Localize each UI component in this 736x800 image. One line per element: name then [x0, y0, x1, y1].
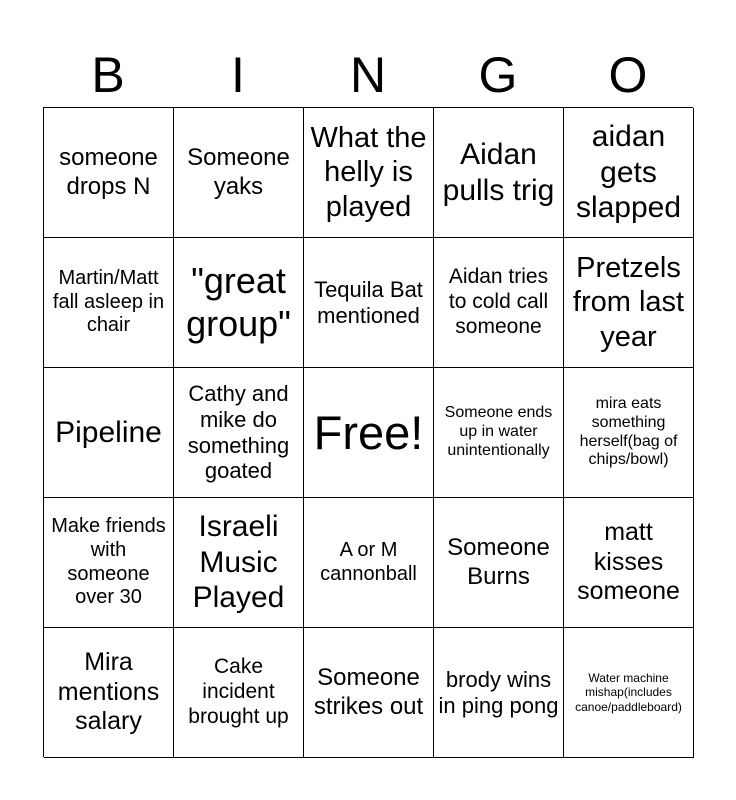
bingo-cell[interactable] — [44, 108, 174, 238]
cell-text: Mira mentions salary — [57, 648, 160, 736]
cell-text: Cathy and mike do something goated — [187, 380, 290, 484]
cell-text: Someone Burns — [447, 534, 550, 590]
cell-text: someone drops N — [59, 144, 158, 200]
bingo-cell[interactable] — [564, 368, 694, 498]
bingo-cell[interactable] — [434, 238, 564, 368]
bingo-cell[interactable] — [564, 108, 694, 238]
bingo-cell[interactable] — [434, 628, 564, 758]
cell-text: Water machine mishap(includes canoe/paddleboard) — [575, 671, 682, 714]
cell-text: A or M cannonball — [320, 538, 417, 585]
bingo-header — [43, 44, 693, 106]
cell-text: Israeli Music Played — [192, 510, 285, 615]
bingo-cell[interactable] — [174, 368, 304, 498]
bingo-board — [43, 107, 693, 757]
cell-text: Pipeline — [55, 415, 162, 449]
bingo-cell[interactable] — [174, 238, 304, 368]
bingo-cell[interactable] — [564, 238, 694, 368]
bingo-cell[interactable] — [434, 368, 564, 498]
cell-text: Someone yaks — [187, 144, 290, 200]
bingo-cell[interactable] — [304, 628, 434, 758]
bingo-cell[interactable] — [174, 108, 304, 238]
header-letter-b: B — [91, 47, 125, 103]
bingo-cell[interactable] — [434, 498, 564, 628]
bingo-cell[interactable] — [304, 238, 434, 368]
bingo-cell[interactable] — [44, 628, 174, 758]
header-letter-o: O — [608, 47, 648, 103]
bingo-cell[interactable] — [174, 628, 304, 758]
free-space[interactable] — [304, 368, 434, 498]
cell-text: "great group" — [186, 260, 291, 344]
cell-text: Someone strikes out — [313, 664, 424, 720]
cell-text: What the helly is played — [310, 122, 427, 223]
cell-text: Someone ends up in water unintentionally — [444, 404, 553, 459]
header-letter-i: I — [231, 47, 245, 103]
cell-text: brody wins in ping pong — [438, 666, 559, 718]
bingo-cell[interactable] — [304, 498, 434, 628]
bingo-cell[interactable] — [44, 238, 174, 368]
bingo-cell[interactable] — [434, 108, 564, 238]
cell-text: Aidan pulls trig — [442, 138, 555, 207]
cell-text: Make friends with someone over 30 — [51, 515, 166, 609]
header-letter-n: N — [349, 47, 387, 103]
cell-text: mira eats something herself(bag of chips/bowl) — [579, 394, 678, 469]
bingo-cell[interactable] — [564, 498, 694, 628]
cell-text: Free! — [313, 405, 424, 459]
bingo-cell[interactable] — [174, 498, 304, 628]
cell-text: Martin/Matt fall asleep in chair — [52, 267, 165, 337]
bingo-cell[interactable] — [44, 498, 174, 628]
bingo-cell[interactable] — [564, 628, 694, 758]
bingo-cell[interactable] — [44, 368, 174, 498]
cell-text: aidan gets slapped — [575, 120, 682, 225]
cell-text: Cake incident brought up — [188, 655, 289, 728]
cell-text: Pretzels from last year — [572, 252, 685, 353]
cell-text: matt kisses someone — [577, 518, 680, 606]
bingo-cell[interactable] — [304, 108, 434, 238]
cell-text: Tequila Bat mentioned — [314, 276, 423, 328]
cell-text: Aidan tries to cold call someone — [448, 265, 549, 338]
header-letter-g: G — [478, 47, 518, 103]
